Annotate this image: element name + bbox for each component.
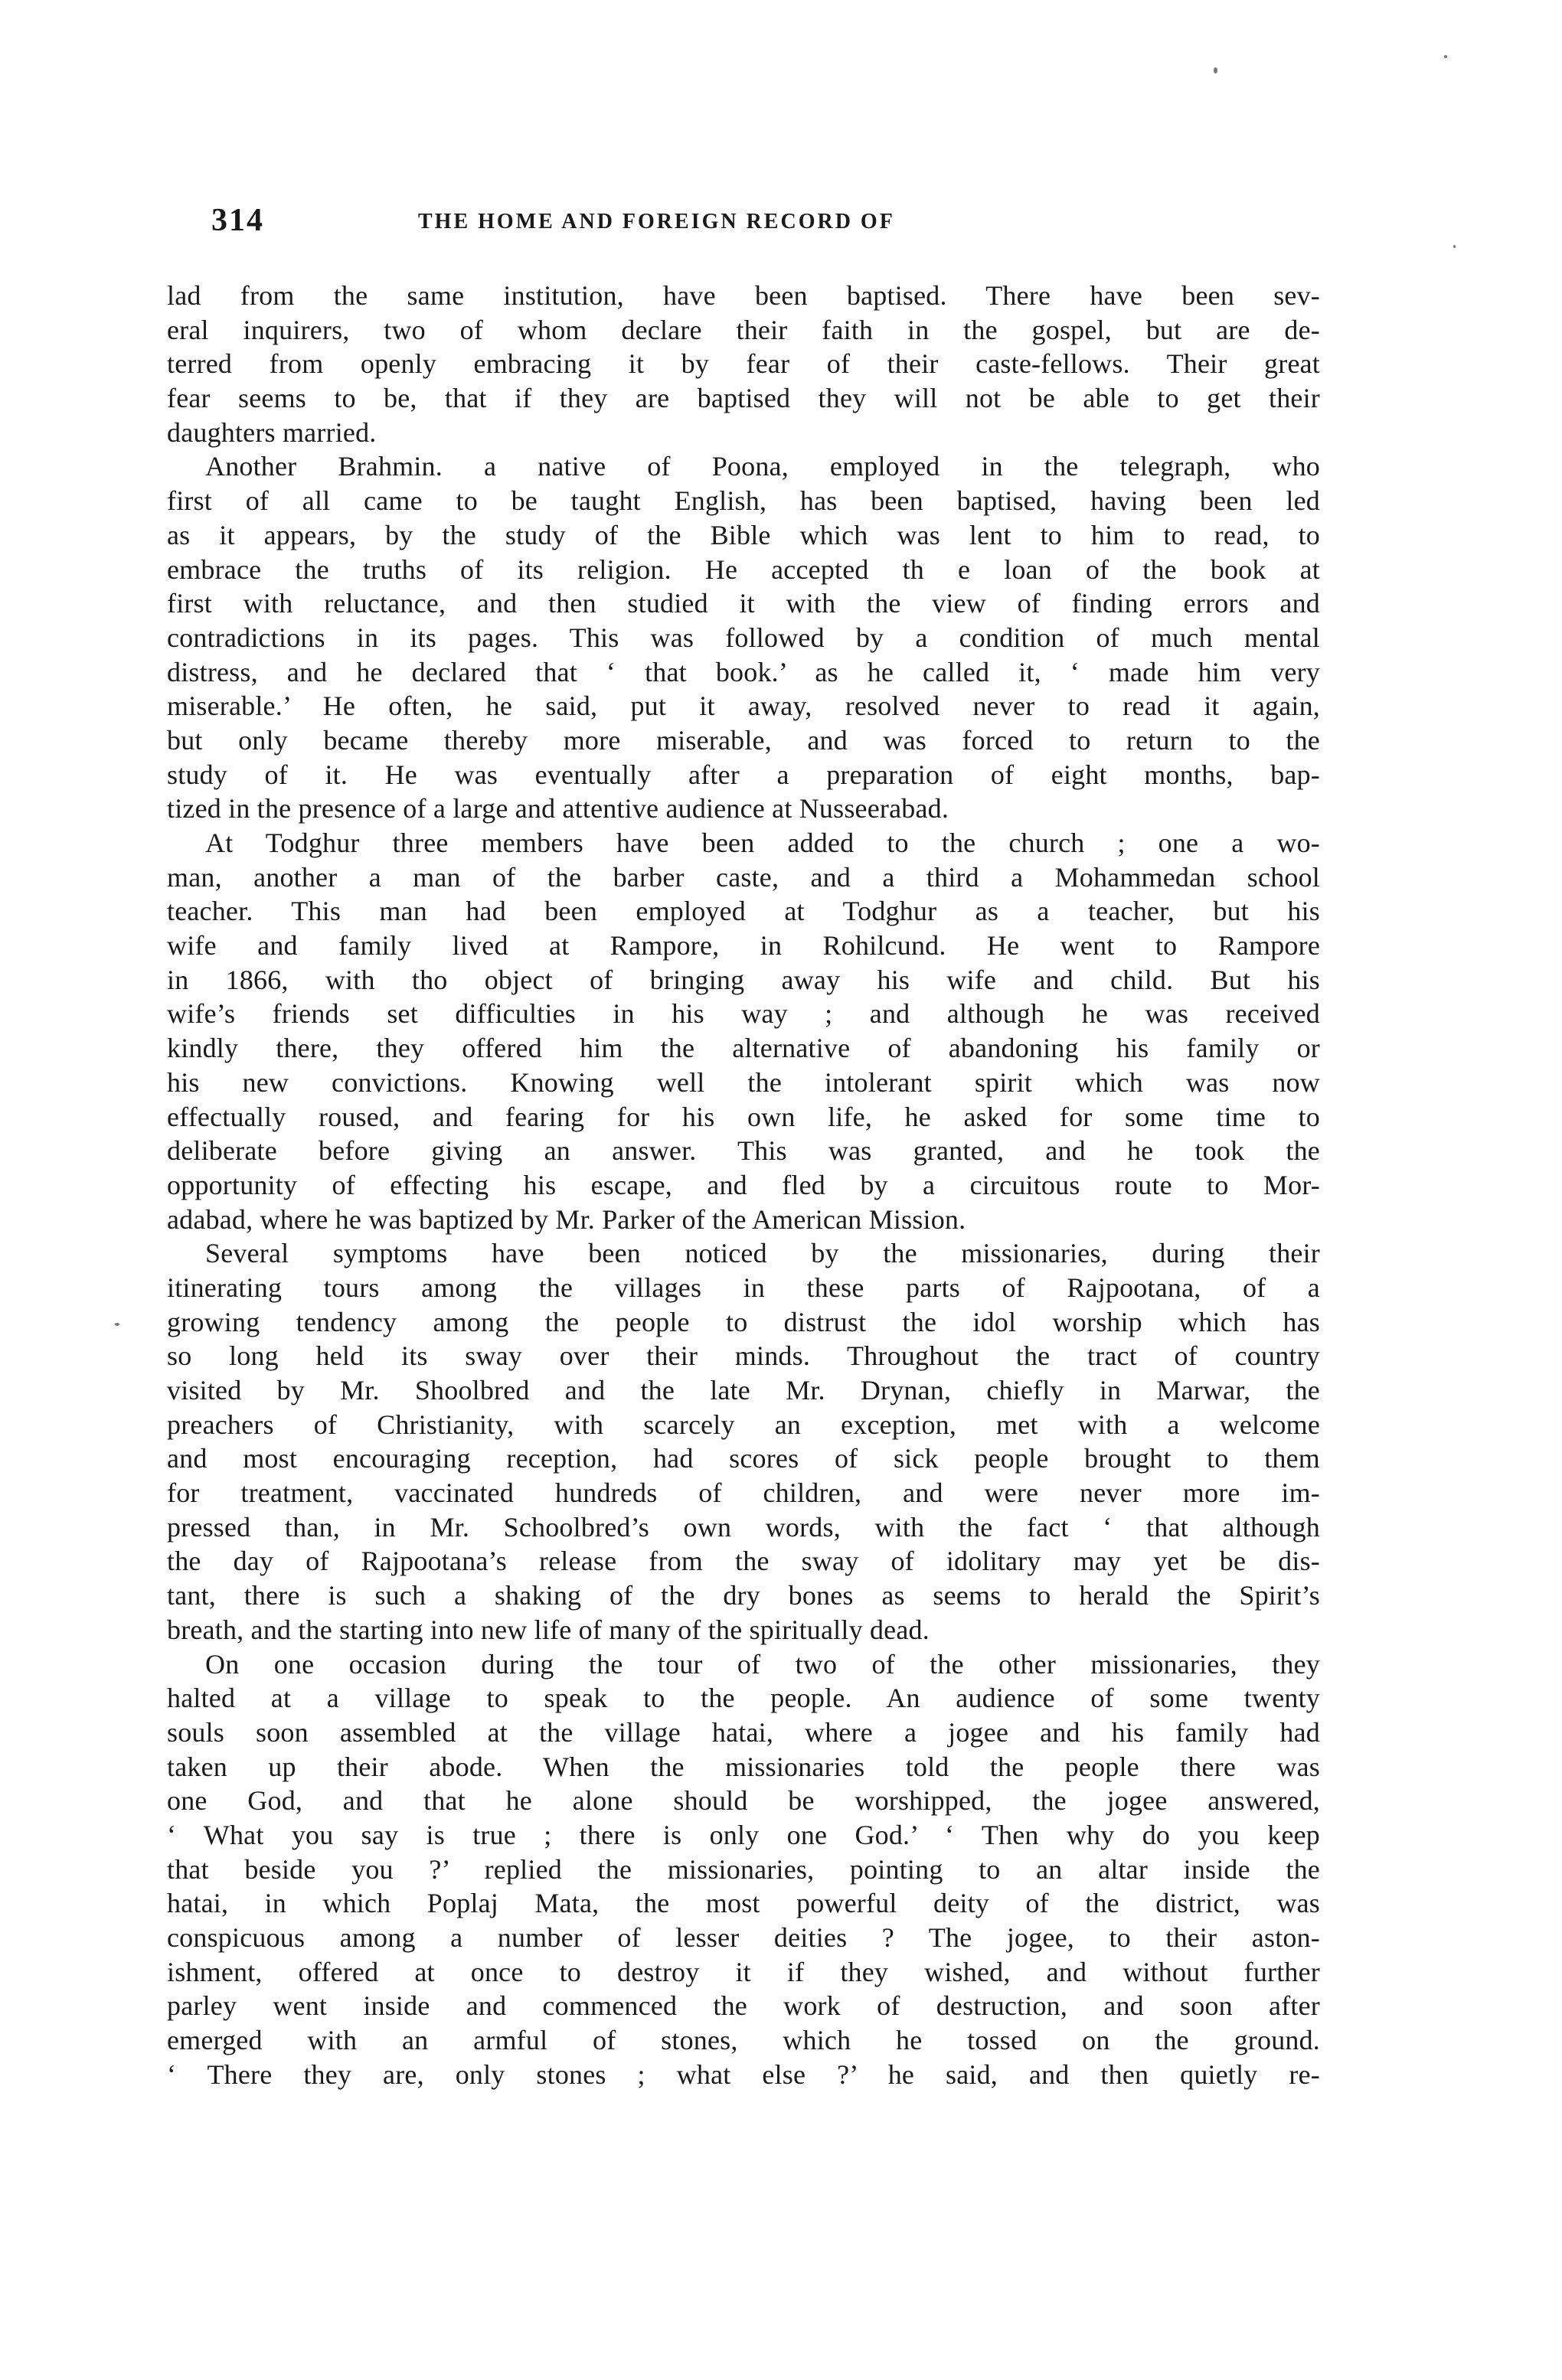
text-line: breath, and the starting into new life of many of the spiritually dead. bbox=[167, 1614, 930, 1645]
ink-speck bbox=[1214, 67, 1217, 73]
text-line: parley went inside and commenced the work of destruction, and soon after bbox=[167, 1990, 1320, 2022]
text-line: taken up their abode. When the missionaries told the people there was bbox=[167, 1751, 1320, 1782]
text-line: man, another a man of the barber caste, and a third a Mohammedan school bbox=[167, 861, 1320, 893]
page-number: 314 bbox=[211, 203, 264, 238]
text-line: hatai, in which Poplaj Mata, the most powerful deity of the district, was bbox=[167, 1888, 1320, 1919]
text-line: emerged with an armful of stones, which he tossed on the ground. bbox=[167, 2025, 1320, 2056]
text-line: eral inquirers, two of whom declare their faith in the gospel, but are de- bbox=[167, 314, 1320, 345]
text-line: opportunity of effecting his escape, and fled by a circuitous route to Mor- bbox=[167, 1169, 1320, 1200]
text-line: adabad, where he was baptized by Mr. Parker of the American Mission. bbox=[167, 1203, 966, 1235]
text-line: preachers of Christianity, with scarcely an exception, met with a welcome bbox=[167, 1409, 1320, 1440]
text-line: Another Brahmin. a native of Poona, employed in the telegraph, who bbox=[205, 451, 1320, 482]
text-line: On one occasion during the tour of two of the other missionaries, they bbox=[205, 1648, 1320, 1680]
text-line: ishment, offered at once to destroy it if they wished, and without further bbox=[167, 1956, 1320, 1987]
ink-speck bbox=[1444, 55, 1447, 58]
text-line: effectually roused, and fearing for his own life, he asked for some time to bbox=[167, 1101, 1320, 1132]
text-line: halted at a village to speak to the people. An audience of some twenty bbox=[167, 1683, 1320, 1714]
text-line: souls soon assembled at the village hatai, where a jogee and his family had bbox=[167, 1716, 1320, 1748]
text-line: and most encouraging reception, had scores of sick people brought to them bbox=[167, 1443, 1320, 1474]
text-line: deliberate before giving an answer. This was granted, and he took the bbox=[167, 1135, 1320, 1167]
text-line: distress, and he declared that ‘ that book.’ as he called it, ‘ made him very bbox=[167, 656, 1320, 687]
text-line: study of it. He was eventually after a preparation of eight months, bap- bbox=[167, 759, 1320, 790]
text-line: itinerating tours among the villages in these parts of Rajpootana, of a bbox=[167, 1272, 1320, 1303]
text-line: as it appears, by the study of the Bible which was lent to him to read, to bbox=[167, 519, 1320, 550]
text-line: Several symptoms have been noticed by the missionaries, during their bbox=[205, 1238, 1320, 1269]
text-line: contradictions in its pages. This was followed by a condition of much mental bbox=[167, 622, 1320, 653]
text-line: daughters married. bbox=[167, 416, 377, 448]
text-line: growing tendency among the people to distrust the idol worship which has bbox=[167, 1306, 1320, 1337]
text-line: lad from the same institution, have been baptised. There have been sev- bbox=[167, 280, 1320, 311]
text-line: first of all came to be taught English, has been baptised, having been led bbox=[167, 485, 1320, 517]
text-line: first with reluctance, and then studied it with the view of finding errors and bbox=[167, 588, 1320, 619]
text-line: so long held its sway over their minds. Throughout the tract of country bbox=[167, 1340, 1320, 1372]
text-line: wife’s friends set difficulties in his way ; and although he was received bbox=[167, 998, 1320, 1030]
text-line: in 1866, with tho object of bringing away his wife and child. But his bbox=[167, 964, 1320, 995]
text-line: kindly there, they offered him the alternative of abandoning his family or bbox=[167, 1033, 1320, 1064]
text-line: At Todghur three members have been added to the church ; one a wo- bbox=[205, 828, 1320, 858]
text-line: conspicuous among a number of lesser deities ? The jogee, to their aston- bbox=[167, 1922, 1320, 1953]
text-line: miserable.’ He often, he said, put it away, resolved never to read it again, bbox=[167, 690, 1320, 722]
page-header bbox=[211, 202, 1345, 248]
text-line: for treatment, vaccinated hundreds of children, and were never more im- bbox=[167, 1477, 1320, 1509]
ink-speck bbox=[115, 1323, 119, 1326]
text-line: embrace the truths of its religion. He accepted th e loan of the book at bbox=[167, 553, 1320, 585]
text-line: tized in the presence of a large and attentive audience at Nusseerabad. bbox=[167, 793, 949, 824]
text-line: teacher. This man had been employed at Todghur as a teacher, but his bbox=[167, 896, 1320, 927]
text-line: that beside you ?’ replied the missionaries, pointing to an altar inside the bbox=[167, 1853, 1320, 1885]
text-line: but only became thereby more miserable, and was forced to return to the bbox=[167, 724, 1320, 756]
text-line: fear seems to be, that if they are baptised they will not be able to get their bbox=[167, 383, 1320, 414]
running-title: THE HOME AND FOREIGN RECORD OF bbox=[418, 210, 895, 233]
text-line: terred from openly embracing it by fear of their caste-fellows. Their great bbox=[167, 348, 1320, 380]
text-line: tant, there is such a shaking of the dry bones as seems to herald the Spirit’s bbox=[167, 1580, 1320, 1611]
text-line: his new convictions. Knowing well the intolerant spirit which was now bbox=[167, 1066, 1320, 1098]
text-line: one God, and that he alone should be worshipped, the jogee answered, bbox=[167, 1785, 1320, 1817]
text-line: ‘ There they are, only stones ; what else ?’ he said, and then quietly re- bbox=[167, 2058, 1320, 2090]
text-line: visited by Mr. Shoolbred and the late Mr. Drynan, chiefly in Marwar, the bbox=[167, 1375, 1320, 1405]
text-line: ‘ What you say is true ; there is only one God.’ ‘ Then why do you keep bbox=[167, 1819, 1320, 1850]
text-line: pressed than, in Mr. Schoolbred’s own words, with the fact ‘ that although bbox=[167, 1511, 1320, 1543]
text-line: the day of Rajpootana’s release from the sway of idolitary may yet be dis- bbox=[167, 1546, 1320, 1577]
ink-speck bbox=[1453, 245, 1456, 248]
text-line: wife and family lived at Rampore, in Rohilcund. He went to Rampore bbox=[167, 930, 1320, 961]
body-text bbox=[167, 279, 1320, 2091]
